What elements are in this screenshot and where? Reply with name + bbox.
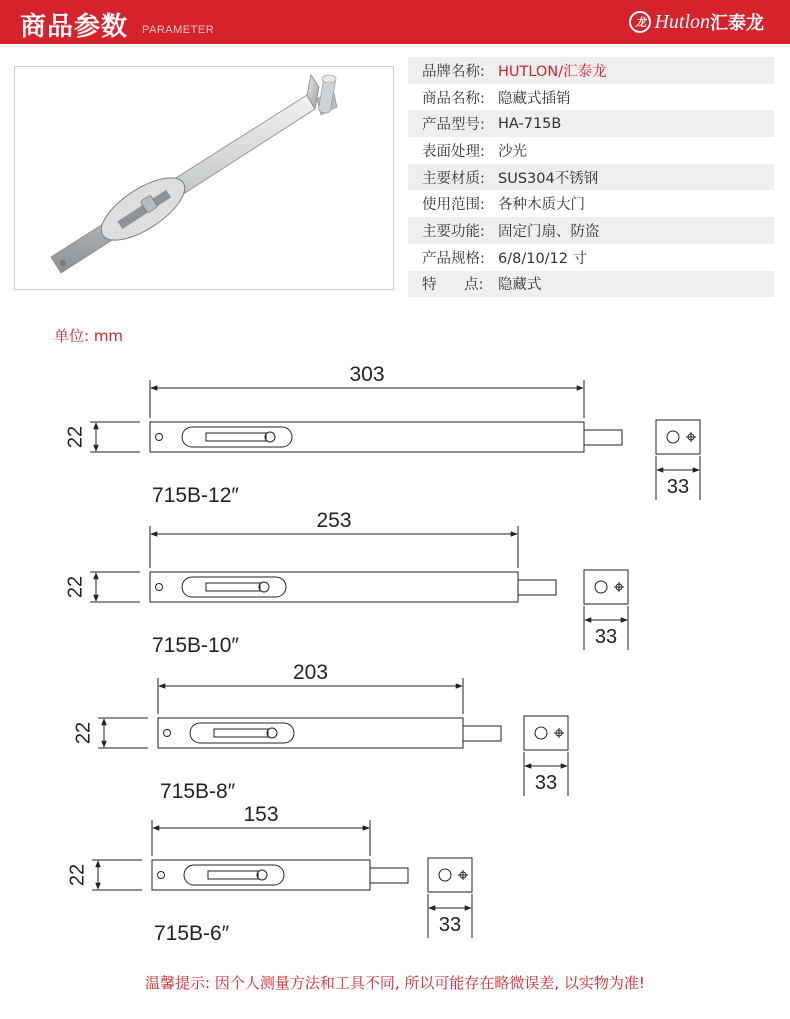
length-label: 203 [292, 661, 329, 684]
slot-recess [190, 723, 294, 743]
spec-value: 隐藏式插销 [498, 90, 571, 107]
plate-hole [439, 869, 451, 881]
section-subtitle: PARAMETER [142, 24, 215, 36]
page-header [0, 0, 790, 44]
spec-row [408, 110, 774, 137]
brand-logo [629, 10, 764, 34]
spec-value: 固定门扇、防盗 [498, 223, 600, 240]
model-label: 715B-12″ [152, 484, 239, 507]
spec-value: SUS304不锈钢 [498, 170, 599, 187]
spec-label: 商品名称: [422, 90, 485, 107]
bolt-pin [463, 726, 501, 741]
bolt-pin [518, 580, 556, 595]
slot-recess [184, 865, 284, 885]
dimension-drawing [66, 803, 472, 945]
brand-mark-icon: 龙 [629, 11, 651, 33]
spec-row [408, 137, 774, 164]
length-label: 253 [316, 509, 352, 532]
screw-hole [158, 872, 165, 879]
spec-row [408, 217, 774, 244]
spec-row [408, 190, 774, 217]
dimension-drawing [64, 509, 628, 657]
dimension-drawings [0, 350, 790, 950]
spec-value: 各种木质大门 [498, 197, 585, 214]
width-label: 33 [438, 914, 462, 936]
width-label: 33 [594, 626, 618, 648]
spec-table [408, 57, 774, 297]
spec-label: 主要材质: [422, 170, 485, 187]
spec-row [408, 244, 774, 271]
plate-hole [595, 581, 607, 593]
model-label: 715B-6″ [154, 922, 230, 945]
slot-channel [208, 871, 258, 879]
model-label: 715B-10″ [152, 634, 239, 657]
width-label: 33 [666, 476, 690, 498]
slot-recess [182, 577, 286, 597]
model-label: 715B-8″ [160, 780, 236, 803]
spec-row [408, 57, 774, 84]
width-label: 33 [534, 772, 558, 794]
slot-channel [214, 729, 268, 737]
spec-label: 主要功能: [422, 223, 485, 240]
spec-label: 使用范围: [422, 197, 485, 214]
dimension-drawing [72, 661, 568, 803]
spec-label: 表面处理: [422, 143, 485, 160]
spec-value: 6/8/10/12 寸 [498, 250, 588, 267]
section-title: 商品参数 [20, 12, 129, 42]
height-label: 22 [64, 425, 87, 449]
length-label: 303 [349, 363, 385, 386]
product-photo [14, 66, 394, 290]
spec-label: 产品型号: [422, 117, 485, 134]
spec-row [408, 84, 774, 111]
screw-hole [156, 434, 163, 441]
plate-hole [667, 431, 679, 443]
spec-row [408, 271, 774, 298]
height-label: 22 [66, 863, 89, 887]
slot-channel [206, 433, 266, 441]
screw-hole [164, 730, 171, 737]
brand-name-cn: 汇泰龙 [710, 13, 764, 34]
screw-hole [156, 584, 163, 591]
spec-value: HA-715B [498, 115, 562, 132]
spec-row [408, 164, 774, 191]
spec-value: 沙光 [498, 143, 527, 160]
plate-hole [535, 727, 547, 739]
dimension-drawing [64, 363, 700, 507]
brand-name-en: Hutlon [654, 10, 710, 33]
spec-label: 产品规格: [422, 250, 485, 267]
measurement-note: 温馨提示: 因个人测量方法和工具不同, 所以可能存在略微误差, 以实物为准! [145, 974, 645, 992]
length-label: 153 [243, 803, 279, 826]
spec-label: 品牌名称: [422, 63, 485, 80]
spec-value: 隐藏式 [498, 277, 542, 294]
spec-label: 特 点: [422, 277, 484, 294]
unit-label: 单位: mm [54, 327, 124, 345]
spec-value: HUTLON/汇泰龙 [498, 63, 607, 80]
slot-channel [206, 583, 260, 591]
height-label: 22 [72, 721, 95, 745]
height-label: 22 [64, 575, 87, 599]
bolt-pin [370, 868, 408, 883]
bolt-pin [584, 430, 622, 445]
